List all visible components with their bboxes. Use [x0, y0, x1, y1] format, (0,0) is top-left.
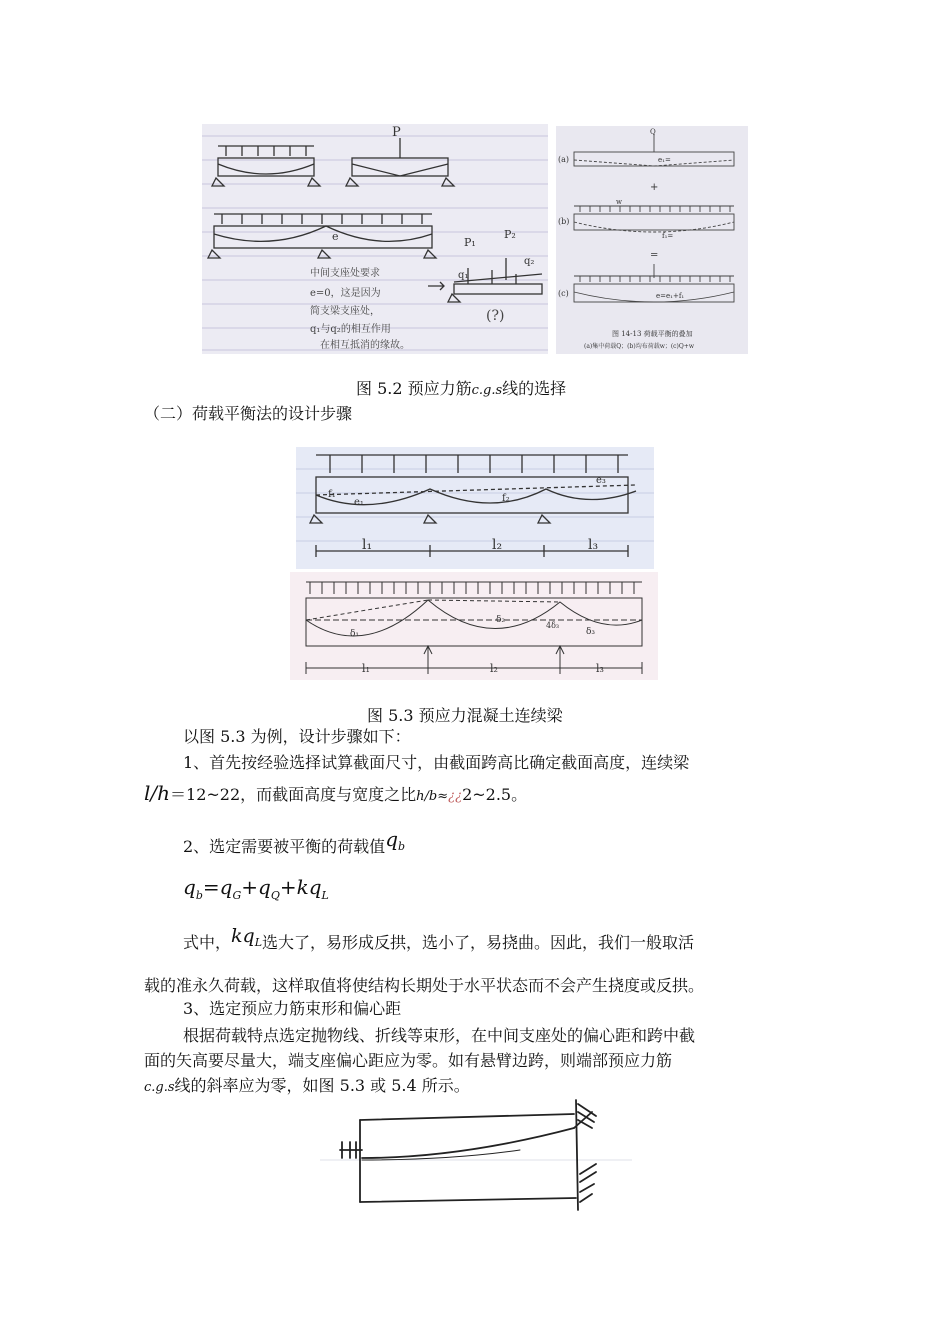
cantilever-end-span-drawing — [320, 1098, 632, 1220]
label-p: P — [392, 125, 401, 140]
step-3-line-3: c.g.s线的斜率应为零，如图 5.3 或 5.4 所示。 — [144, 1076, 470, 1095]
section-heading: （二）荷载平衡法的设计步骤 — [144, 404, 353, 423]
formula-note-line-2: 载的准永久荷载，这样取值将使结构长期处于水平状态而不会产生挠度或反拱。 — [144, 976, 705, 995]
label-l3: l₃ — [588, 537, 599, 553]
label-q2: q₂ — [524, 256, 535, 267]
figure-5-3-top-sketch — [296, 447, 654, 569]
label-f2: f₂ — [502, 493, 510, 504]
label-l1: l₁ — [362, 537, 373, 553]
label-p2: P₂ — [504, 228, 516, 241]
step-3-heading: 3、选定预应力筋束形和偏心距 — [183, 999, 402, 1018]
step-2-text: 2、选定需要被平衡的荷载值 — [183, 837, 386, 856]
equation-qb: $q_b=q_G+q_Q+kq_L$ — [183, 875, 329, 902]
sketch-note-3: 简支梁支座处， — [310, 306, 380, 317]
figure-5-2-caption — [356, 376, 566, 399]
figure-5-3-bottom-scan — [290, 572, 658, 680]
label-w-b: w — [616, 198, 622, 206]
figure-5-4-cantilever-sketch — [320, 1098, 632, 1220]
figure-5-2-right-scan — [556, 126, 748, 354]
sketch-note-2: e=0，这是因为 — [310, 288, 381, 299]
step-3-line-1: 根据荷载特点选定抛物线、折线等束形，在中间支座处的偏心距和跨中截 — [183, 1026, 696, 1045]
formula-f1: f₁= — [662, 232, 674, 240]
scan-caption-2: (a)集中荷载Q；(b)均布荷载w；(c)Q+w — [584, 343, 694, 350]
continuous-beam-sketch-drawing — [296, 447, 654, 569]
label-b: (b) — [558, 217, 570, 226]
label-q1: q₁ — [458, 270, 469, 281]
math-sub-b: b — [398, 840, 406, 854]
label-e-sum: e=e₁+f₁ — [656, 292, 685, 300]
plus-sign: + — [650, 182, 659, 193]
step-1-line-2 — [144, 781, 527, 809]
label-q: Q — [650, 128, 656, 136]
caption-text: 图 5.2 预应力筋 — [356, 379, 472, 398]
math-l-over-h: l/h — [144, 781, 171, 805]
step-3-line-2: 面的矢高要尽量大，端支座偏心距应为零。如有悬臂边跨，则端部预应力筋 — [144, 1051, 673, 1070]
load-balancing-superposition-drawing — [556, 126, 748, 354]
label-e1: e₁ — [354, 497, 364, 508]
figure-5-2-left-sketch — [202, 124, 548, 354]
label-l1-b: l₁ — [362, 662, 370, 675]
label-e: e — [332, 230, 339, 243]
figure-5-3-caption: 图 5.3 预应力混凝土连续梁 — [367, 706, 563, 725]
label-a: (a) — [558, 155, 570, 164]
label-d1: δ₁ — [350, 629, 360, 639]
garbled-symbol: ¿¿ — [448, 789, 463, 804]
label-l2: l₂ — [492, 537, 503, 553]
label-d4: 4δ₃ — [546, 621, 560, 630]
step-1-line-1: 1、首先按经验选择试算截面尺寸，由截面跨高比确定截面高度，连续梁 — [183, 753, 690, 772]
formula-e1: e₁= — [658, 156, 671, 164]
intro-line: 以图 5.3 为例，设计步骤如下： — [183, 727, 411, 746]
continuous-beam-balanced-drawing — [290, 572, 658, 680]
label-c: (c) — [558, 289, 569, 298]
label-f1: f₁ — [328, 489, 336, 500]
sketch-question: (?) — [486, 308, 505, 324]
scan-caption: 图 14-13 荷载平衡的叠加 — [612, 330, 693, 338]
label-d2: δ₂ — [496, 615, 506, 625]
step-2-line — [183, 827, 406, 865]
beam-sketch-drawing — [202, 124, 548, 354]
caption-cgs: c.g.s — [471, 383, 503, 398]
equals-sign: = — [650, 250, 659, 261]
label-d3: δ₃ — [586, 627, 596, 637]
label-e3: e₃ — [596, 475, 606, 486]
sketch-note-1: 中间支座处要求 — [310, 268, 380, 279]
caption-end: 线的选择 — [502, 379, 567, 398]
sketch-note-4: q₁与q₂的相互作用 — [310, 324, 391, 335]
label-p1: P₁ — [464, 236, 476, 249]
label-l2-b: l₂ — [490, 662, 498, 675]
math-cgs: c.g.s — [144, 1080, 175, 1095]
math-kq: kq — [231, 925, 255, 947]
sketch-note-5: 在相互抵消的缘故。 — [320, 340, 410, 351]
math-q: q — [385, 827, 398, 851]
step-1-text-b: ＝12~22，而截面高度与宽度之比 — [170, 785, 417, 804]
formula-note-line-1: 式中，$kq_L$选大了，易形成反拱，选小了，易挠曲。因此，我们一般取活 — [183, 925, 695, 952]
math-h-over-b: h/b≈ — [416, 789, 449, 804]
label-l3-b: l₃ — [596, 662, 604, 675]
step-1-text-c: 2~2.5。 — [462, 785, 528, 804]
